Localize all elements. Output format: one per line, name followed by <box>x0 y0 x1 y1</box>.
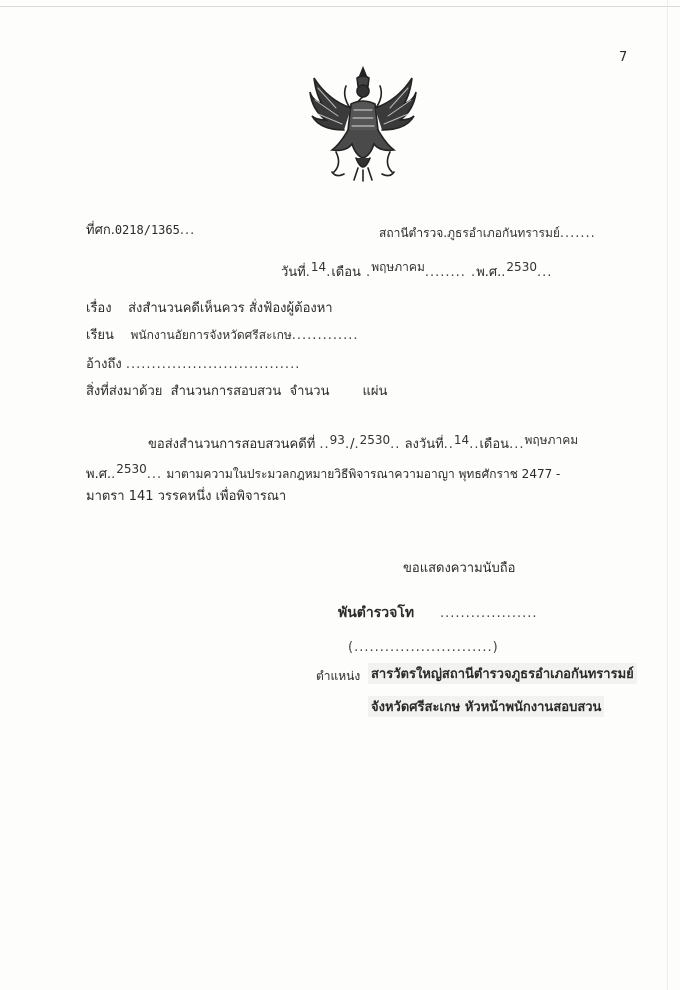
body-intro: ขอส่งสำนวนการสอบสวนคดีที่ <box>148 437 316 452</box>
ref-number: 0218/1365 <box>114 223 180 237</box>
year-label: พ.ศ. <box>476 265 502 280</box>
year-prefix: พ.ศ. <box>86 467 112 482</box>
to-dots: ............. <box>291 328 359 343</box>
case-day: 14 <box>453 433 470 447</box>
office-label: สถานีตำรวจ. <box>379 226 448 240</box>
right-border <box>667 0 668 990</box>
office-value: ภูธรอำเภอกันทรารมย์ <box>447 226 560 240</box>
case-number: 93 <box>329 433 345 447</box>
name-parens: (...........................) <box>348 640 499 655</box>
date-label: วันที่ <box>281 265 306 280</box>
page-number: 7 <box>619 50 628 65</box>
subject-line <box>86 297 333 318</box>
law-text: มาตามความในประมวลกฎหมายวิธีพิจารณาความอาญา พุทธศักราช 2477 - <box>166 467 561 481</box>
garuda-emblem-icon <box>306 64 420 182</box>
body-line-1: ขอส่งสำนวนการสอบสวนคดีที่ ..93./.2530.. ลงวันที่..14..เดือน...พฤษภาคม <box>148 433 579 452</box>
top-border <box>0 6 680 7</box>
subject-label: เรื่อง <box>86 301 112 316</box>
ref-dots: ... <box>179 223 196 238</box>
subject-text: ส่งสำนวนคดีเห็นควร สั่งฟ้องผู้ต้องหา <box>128 301 333 316</box>
date-month: พฤษภาคม <box>371 260 425 274</box>
case-year: 2530 <box>359 433 391 447</box>
case-buddhist-year: 2530 <box>116 462 147 476</box>
enclosure-text: สำนวนการสอบสวน <box>170 384 282 399</box>
date-line: วันที่.14.เดือน .พฤษภาคม........ .พ.ศ..2530... <box>281 260 553 280</box>
date-year: 2530 <box>506 260 537 274</box>
to-value: พนักงานอัยการจังหวัดศรีสะเกษ <box>130 328 292 342</box>
enclosure-unit: แผ่น <box>362 384 388 399</box>
position-line-1: สารวัตรใหญ่สถานีตำรวจภูธรอำเภอกันทรารมย์ <box>368 663 637 684</box>
enclosure-count-label: จำนวน <box>289 384 330 399</box>
enclosure-label: สิ่งที่ส่งมาด้วย <box>86 384 163 399</box>
reference-dots: .................................. <box>125 357 301 372</box>
reference-line <box>86 353 300 374</box>
reference-label: อ้างถึง <box>86 357 122 372</box>
body-line-3: มาตรา 141 วรรคหนึ่ง เพื่อพิจารณา <box>86 489 287 504</box>
case-month-label: เดือน <box>479 437 510 452</box>
signature-dots: ................... <box>440 606 538 621</box>
regards: ขอแสดงความนับถือ <box>403 561 516 576</box>
case-sep: / <box>350 437 355 452</box>
position-label: ตำแหน่ง <box>316 669 361 683</box>
date-day: 14 <box>310 260 327 274</box>
signer-rank: พันตำรวจโท <box>338 605 415 621</box>
office-dots: ....... <box>559 226 596 241</box>
ref-line <box>86 219 195 240</box>
enclosure-line <box>86 380 387 401</box>
to-label: เรียน <box>86 328 114 343</box>
to-line <box>86 324 359 345</box>
ref-label: ที่ศก. <box>86 223 115 238</box>
month-label: เดือน <box>331 265 361 280</box>
dated-label: ลงวันที่ <box>404 437 444 452</box>
case-month: พฤษภาคม <box>524 433 579 447</box>
body-line-2: พ.ศ..2530... มาตามความในประมวลกฎหมายวิธีพิจารณาความอาญา พุทธศักราช 2477 - <box>86 462 561 482</box>
office-line <box>379 224 596 243</box>
position-line-2: จังหวัดศรีสะเกษ หัวหน้าพนักงานสอบสวน <box>368 696 604 717</box>
